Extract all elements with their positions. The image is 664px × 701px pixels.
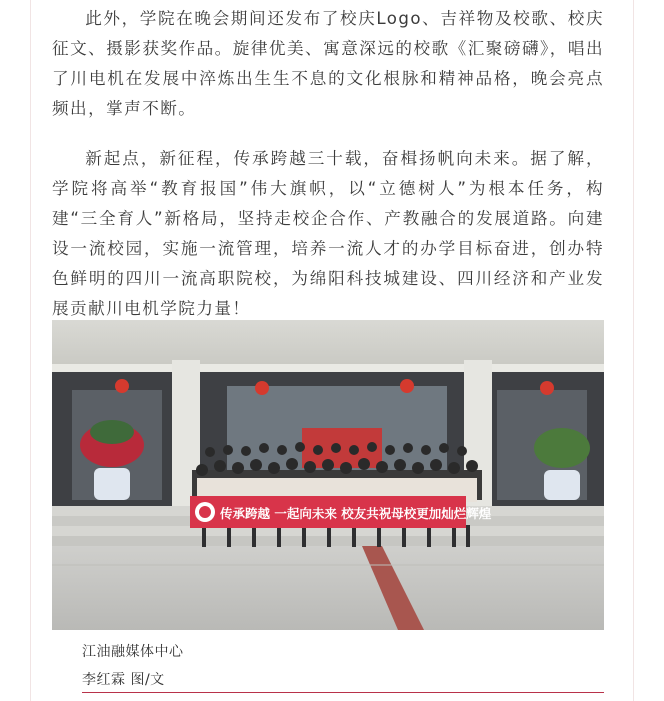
photo-credit-caption: 李红霖 图/文 bbox=[82, 672, 165, 688]
caption-divider bbox=[82, 692, 604, 693]
paragraph-1: 此外，学院在晚会期间还发布了校庆Logo、吉祥物及校歌、校庆征文、摄影获奖作品。旋律优美、寓意深远的校歌《汇聚磅礴》，唱出了川电机在发展中淬炼出生生不息的文化根脉和精神品格，晚会亮点频出，掌声不断。 bbox=[52, 9, 604, 118]
group-photo bbox=[52, 320, 604, 630]
paragraph-2: 新起点，新征程，传承跨越三十载，奋楫扬帆向未来。据了解，学院将高举“教育报国”伟大旗帜，以“立德树人”为根本任务，构建“三全育人”新格局，坚持走校企合作、产教融合的发展道路。向建设一流校园，实施一流管理，培养一流人才的办学目标奋进，创办特色鲜明的四川一流高职院校，为绵阳科技城建设、四川经济和产业发展贡献川电机学院力量！ bbox=[52, 149, 604, 318]
banner-text: 传承跨越 一起向未来 校友共祝母校更加灿烂辉煌 bbox=[220, 506, 492, 521]
photo-source-caption: 江油融媒体中心 bbox=[82, 644, 184, 660]
